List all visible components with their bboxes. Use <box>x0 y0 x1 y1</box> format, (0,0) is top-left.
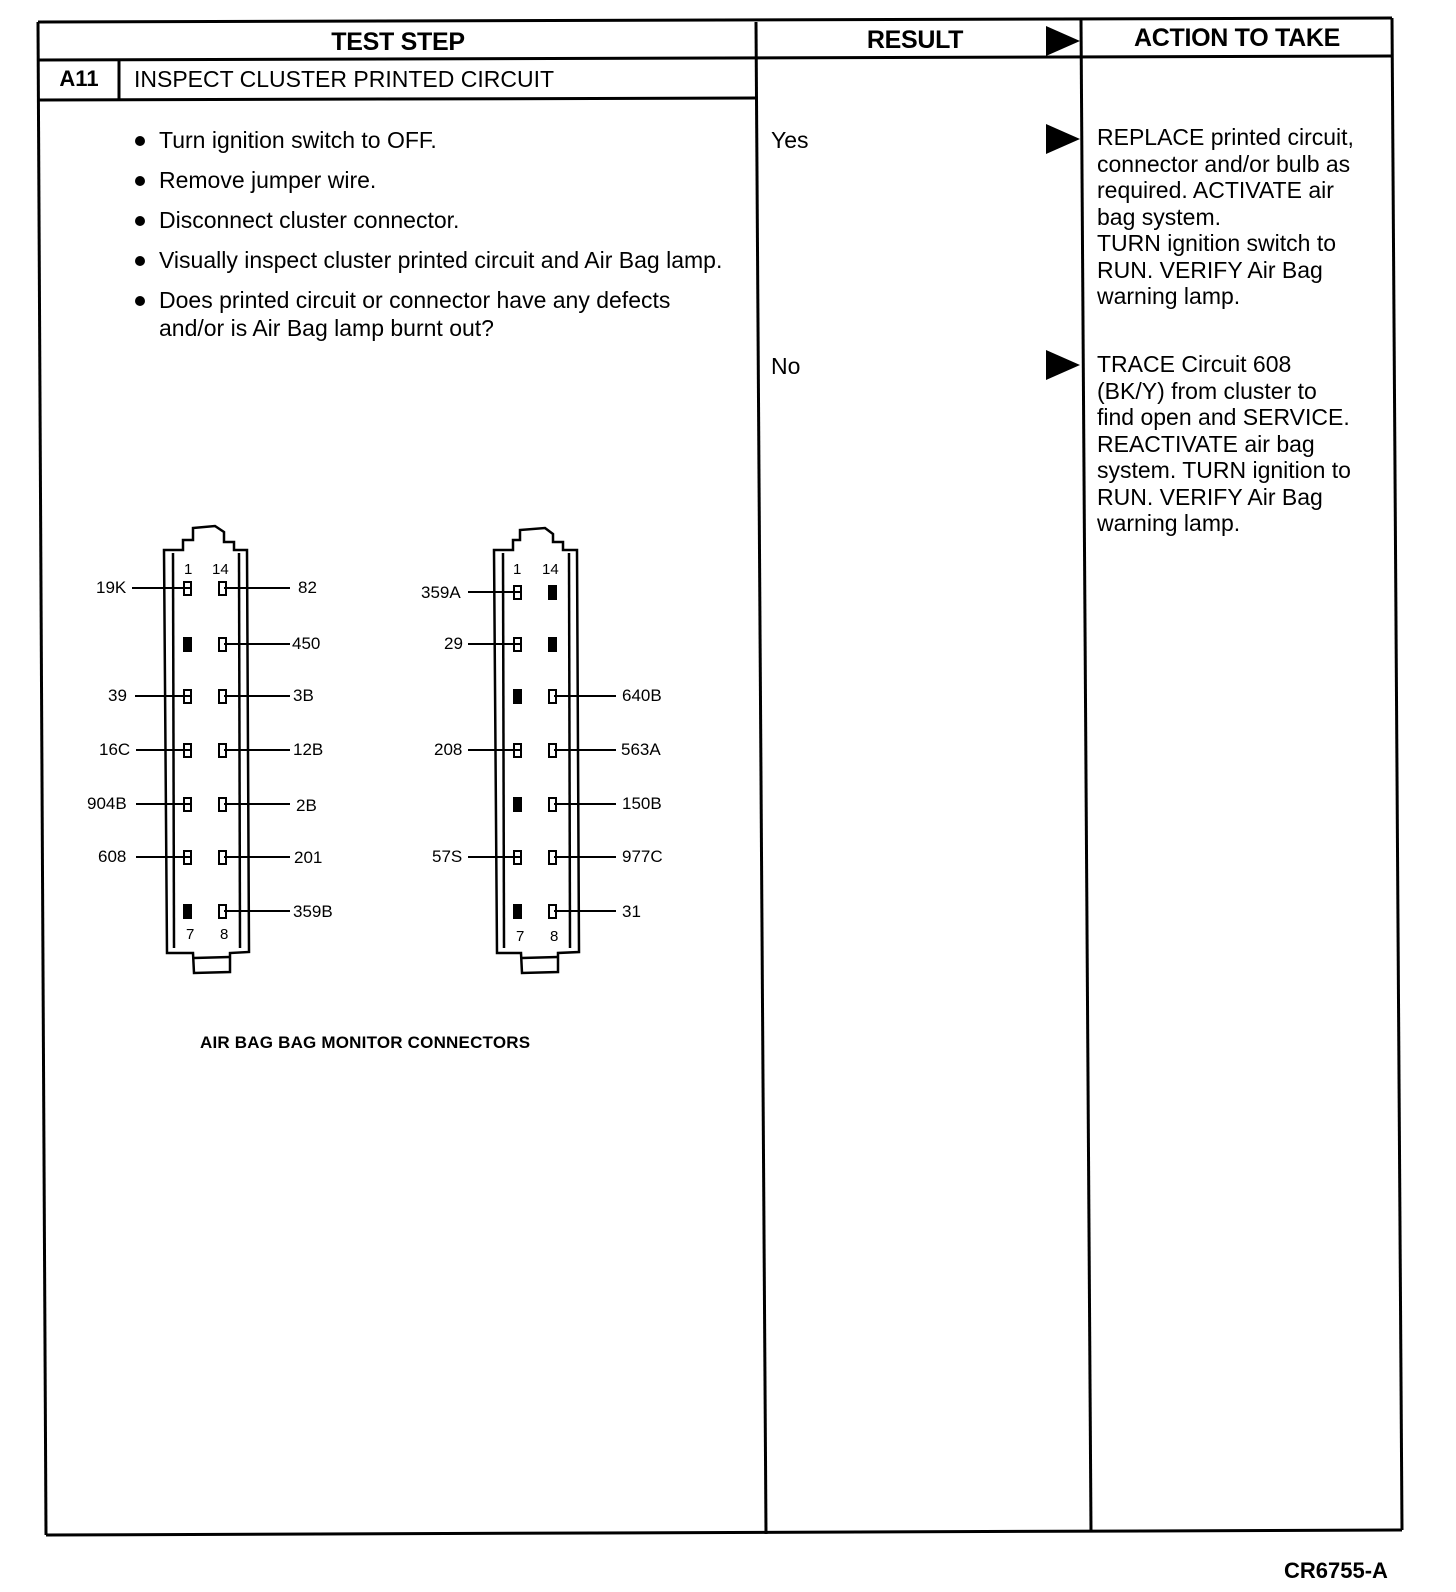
action-line: system. TURN ignition to <box>1097 457 1351 483</box>
action-line: warning lamp. <box>1097 283 1241 309</box>
circuit-label: 29 <box>444 634 463 653</box>
document-id: CR6755-A <box>1284 1558 1388 1583</box>
instruction-item: Turn ignition switch to OFF. <box>133 126 723 154</box>
circuit-label: 39 <box>108 686 127 705</box>
circuit-label: 450 <box>292 634 321 653</box>
action-line: (BK/Y) from cluster to <box>1097 377 1317 404</box>
circuit-label: 19K <box>96 578 127 597</box>
action-line: TRACE Circuit 608 <box>1097 351 1292 377</box>
right-pin-number: 8 <box>550 928 559 945</box>
left-pin-number: 8 <box>220 926 229 943</box>
right-pin-number: 1 <box>513 561 522 578</box>
circuit-label: 3B <box>293 686 314 705</box>
circuit-label: 208 <box>434 740 463 759</box>
action-line: RUN. VERIFY Air Bag <box>1097 256 1323 283</box>
step-id: A11 <box>59 66 99 91</box>
circuit-label: 2B <box>296 796 317 815</box>
action-line: find open and SERVICE. <box>1097 404 1350 430</box>
header-result: RESULT <box>866 26 964 54</box>
circuit-label: 31 <box>622 902 641 921</box>
circuit-label: 904B <box>87 794 127 813</box>
circuit-label: 640B <box>622 686 662 705</box>
left-pin-number: 14 <box>212 561 229 578</box>
right-pin-number: 7 <box>516 928 525 945</box>
header-action: ACTION TO TAKE <box>1134 24 1340 52</box>
instruction-item: Disconnect cluster connector. <box>133 206 723 234</box>
circuit-label: 977C <box>622 847 663 866</box>
right-pin-number: 14 <box>542 561 559 578</box>
diagram-caption: AIR BAG BAG MONITOR CONNECTORS <box>200 1033 531 1052</box>
circuit-label: 16C <box>99 740 131 759</box>
action-line: bag system. <box>1097 203 1221 230</box>
action-line: REACTIVATE air bag <box>1097 430 1315 457</box>
instruction-item: Does printed circuit or connector have any defects and/or is Air Bag lamp burnt out? <box>133 286 723 342</box>
circuit-label: 12B <box>293 740 324 759</box>
action-line: required. ACTIVATE air <box>1097 177 1334 203</box>
circuit-label: 359B <box>293 902 333 921</box>
instruction-item: Visually inspect cluster printed circuit and Air Bag lamp. <box>133 246 723 274</box>
circuit-label: 608 <box>98 847 127 866</box>
circuit-label: 150B <box>622 794 662 813</box>
action-line: REPLACE printed circuit, <box>1097 124 1354 150</box>
circuit-label: 57S <box>432 847 463 866</box>
left-pin-number: 7 <box>186 926 195 943</box>
circuit-label: 82 <box>298 578 317 597</box>
action-line: warning lamp. <box>1097 510 1241 536</box>
instruction-item: Remove jumper wire. <box>133 166 723 194</box>
circuit-label: 563A <box>621 740 661 759</box>
action-line: RUN. VERIFY Air Bag <box>1097 483 1323 510</box>
step-title: INSPECT CLUSTER PRINTED CIRCUIT <box>134 66 555 92</box>
left-pin-number: 1 <box>184 561 193 578</box>
circuit-label: 359A <box>421 583 461 602</box>
header-test-step: TEST STEP <box>331 28 465 56</box>
circuit-label: 201 <box>294 848 323 867</box>
result-no: No <box>771 353 801 379</box>
result-yes: Yes <box>771 127 809 153</box>
action-line: TURN ignition switch to <box>1097 230 1337 256</box>
action-line: connector and/or bulb as <box>1097 150 1351 177</box>
